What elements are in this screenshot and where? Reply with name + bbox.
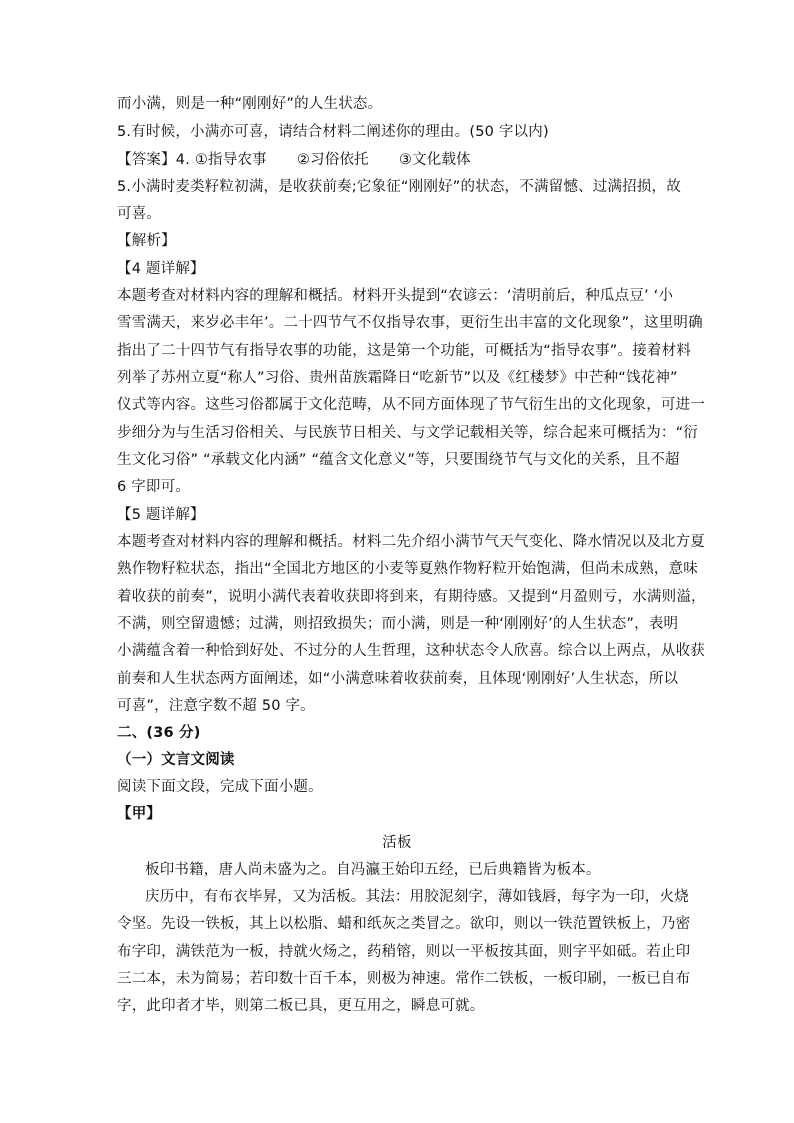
classical-reading-heading: （一）文言文阅读 bbox=[117, 752, 235, 768]
passage-line: 布字印，满铁范为一板，持就火炀之，药稍镕，则以一平板按其面，则字平如砥。若止印 bbox=[117, 944, 691, 960]
analysis-line: 生文化习俗” “承载文化内涵” “蕴含文化意义”等，只要围绕节气与文化的关系，且不超 bbox=[117, 452, 680, 468]
part-two-heading: 二、(36 分) bbox=[117, 725, 201, 741]
text-line: 而小满，则是一种“刚刚好”的人生状态。 bbox=[117, 96, 383, 112]
analysis-line: 本题考查对材料内容的理解和概括。材料开头提到“农谚云：‘清明前后，种瓜点豆’ ‘小 bbox=[117, 288, 674, 304]
analysis-line: 小满蕴含着一种恰到好处、不过分的人生哲理，这种状态令人欣喜。综合以上两点，从收获 bbox=[117, 643, 705, 659]
instruction-line: 阅读下面文段，完成下面小题。 bbox=[117, 779, 323, 795]
section-heading-q4: 【4 题详解】 bbox=[117, 261, 205, 277]
answer-5-line: 5.小满时麦类籽粒初满，是收获前奏;它象征“刚刚好”的状态，不满留憾、过满招损，故 bbox=[117, 179, 681, 195]
answer-label: 【答案】4. ①指导农事 bbox=[117, 152, 267, 168]
analysis-line: 指出了二十四节气有指导农事的功能，这是第一个功能，可概括为“指导农事”。接着材料 bbox=[117, 343, 692, 359]
analysis-line: 6 字即可。 bbox=[117, 479, 191, 495]
analysis-line: 本题考查对材料内容的理解和概括。材料二先介绍小满节气天气变化、降水情况以及北方夏 bbox=[117, 534, 705, 550]
analysis-line: 前奏和人生状态两方面阐述，如“小满意味着收获前奏，且体现‘刚刚好’人生状态，所以 bbox=[117, 671, 679, 687]
answer-option-3: ③文化载体 bbox=[398, 152, 471, 168]
analysis-line: 不满，则空留遗憾；过满，则招致损失；而小满，则是一种‘刚刚好’的人生状态”，表明 bbox=[117, 616, 679, 632]
analysis-line: 可喜”，注意字数不超 50 字。 bbox=[117, 698, 315, 714]
passage-line: 板印书籍，唐人尚未盛为之。自冯瀛王始印五经，已后典籍皆为板本。 bbox=[145, 862, 601, 878]
answer-line bbox=[117, 150, 682, 170]
question-5: 5.有时候，小满亦可喜，请结合材料二阐述你的理由。(50 字以内) bbox=[117, 124, 549, 140]
analysis-line: 雪雪满天，来岁必丰年’。二十四节气不仅指导农事，更衍生出丰富的文化现象”，这里明确 bbox=[117, 315, 703, 331]
passage-title: 活板 bbox=[382, 835, 412, 851]
section-heading-analysis: 【解析】 bbox=[117, 233, 176, 249]
analysis-line: 熟作物籽粒状态，指出“全国北方地区的小麦等夏熟作物籽粒开始饱满，但尚未成熟，意味 bbox=[117, 561, 699, 577]
analysis-line: 步细分为与生活习俗相关、与民族节日相关、与文学记载相关等，综合起来可概括为：“衍 bbox=[117, 425, 699, 441]
passage-line: 庆历中，有布衣毕昇，又为活板。其法：用胶泥刻字，薄如钱唇，每字为一印，火烧 bbox=[145, 889, 689, 905]
analysis-line: 着收获的前奏”，说明小满代表着收获即将到来，有期待感。又提到“月盈则亏，水满则溢， bbox=[117, 589, 706, 605]
passage-line: 字，此印者才毕，则第二板已具，更互用之，瞬息可就。 bbox=[117, 998, 485, 1014]
analysis-line: 列举了苏州立夏“称人”习俗、贵州苗族霜降日“吃新节”以及《红楼梦》中芒种“饯花神” bbox=[117, 370, 678, 386]
passage-line: 三二本，未为简易；若印数十百千本，则极为神速。常作二铁板，一板印刷，一板已自布 bbox=[117, 971, 691, 987]
answer-option-2: ②习俗依托 bbox=[296, 152, 369, 168]
passage-line: 令坚。先设一铁板，其上以松脂、蜡和纸灰之类冒之。欲印，则以一铁范置铁板上，乃密 bbox=[117, 916, 691, 932]
answer-5-line: 可喜。 bbox=[117, 206, 162, 222]
analysis-line: 仪式等内容。这些习俗都属于文化范畴，从不同方面体现了节气衍生出的文化现象，可进一 bbox=[117, 397, 705, 413]
section-heading-q5: 【5 题详解】 bbox=[117, 507, 205, 523]
passage-label-jia: 【甲】 bbox=[117, 806, 162, 822]
